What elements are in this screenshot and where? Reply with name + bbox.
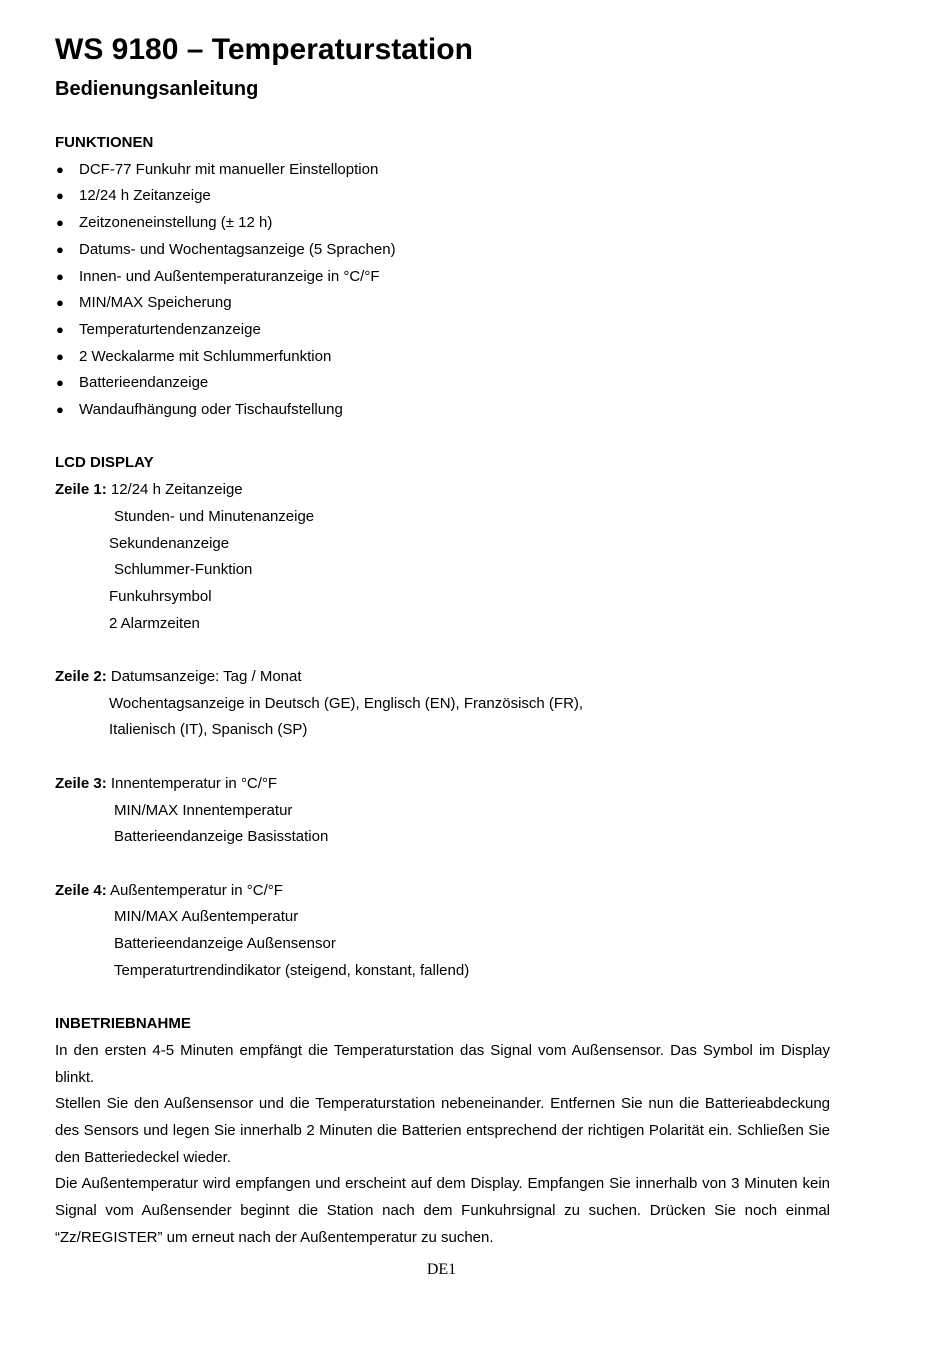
lcd-row-line: Batterieendanzeige Außensensor bbox=[114, 935, 336, 953]
lcd-row-line: Stunden- und Minutenanzeige bbox=[114, 507, 315, 525]
bullet-icon: ● bbox=[56, 348, 64, 364]
bullet-icon: ● bbox=[56, 161, 64, 177]
functions-list bbox=[55, 157, 830, 424]
bullet-icon: ● bbox=[56, 188, 64, 204]
page-title: WS 9180 – Temperaturstation bbox=[55, 33, 473, 66]
lcd-row-line: MIN/MAX Innentemperatur bbox=[114, 801, 293, 819]
row-label: Zeile 2: bbox=[55, 668, 107, 686]
lcd-row-line: 2 Alarmzeiten bbox=[109, 614, 200, 632]
lcd-row-line: Batterieendanzeige Basisstation bbox=[114, 828, 329, 846]
list-item: ● 12/24 h Zeitanzeige bbox=[55, 183, 830, 210]
setup-section bbox=[55, 1011, 830, 1251]
document-page bbox=[55, 30, 830, 1251]
lcd-row-line: Italienisch (IT), Spanisch (SP) bbox=[109, 721, 308, 739]
list-item: ● Zeitzoneneinstellung (± 12 h) bbox=[55, 210, 830, 237]
lcd-section bbox=[55, 450, 830, 984]
list-item: ● MIN/MAX Speicherung bbox=[55, 290, 830, 317]
lcd-row-line: Sekundenanzeige bbox=[109, 534, 230, 552]
lcd-row-4: Zeile 4: Außentemperatur in °C/°F bbox=[55, 881, 283, 899]
bullet-icon: ● bbox=[56, 268, 64, 284]
lcd-row-3: Zeile 3: Innentemperatur in °C/°F bbox=[55, 774, 278, 792]
lcd-row-1: Zeile 1: 12/24 h Zeitanzeige bbox=[55, 481, 243, 499]
lcd-row-line: Wochentagsanzeige in Deutsch (GE), Englisch (EN), Französisch (FR), bbox=[109, 694, 584, 712]
setup-heading: INBETRIEBNAHME bbox=[55, 1015, 191, 1033]
lcd-heading: LCD DISPLAY bbox=[55, 454, 154, 472]
list-item: ● Datums- und Wochentagsanzeige (5 Sprachen) bbox=[55, 237, 830, 264]
bullet-icon: ● bbox=[56, 321, 64, 337]
page-number: DE1 bbox=[426, 1261, 457, 1278]
row-label: Zeile 3: bbox=[55, 774, 107, 792]
bullet-icon: ● bbox=[56, 402, 64, 418]
lcd-row-2: Zeile 2: Datumsanzeige: Tag / Monat bbox=[55, 668, 302, 686]
functions-heading: FUNKTIONEN bbox=[55, 134, 154, 151]
list-item: ● DCF-77 Funkuhr mit manueller Einstelloption bbox=[55, 157, 830, 184]
lcd-row-line: MIN/MAX Außentemperatur bbox=[114, 908, 299, 926]
lcd-row-line: Funkuhrsymbol bbox=[109, 587, 212, 605]
setup-paragraph: In den ersten 4-5 Minuten empfängt die Temperaturstation das Signal vom Außensensor. Das Symbol im Display blinkt. bbox=[55, 1041, 830, 1086]
row-label: Zeile 1: bbox=[55, 481, 107, 499]
list-item: ● Batterieendanzeige bbox=[55, 370, 830, 397]
lcd-row-line: Temperaturtrendindikator (steigend, konstant, fallend) bbox=[114, 961, 470, 979]
list-item: ● Innen- und Außentemperaturanzeige in °C/°F bbox=[55, 264, 830, 291]
list-item: ● 2 Weckalarme mit Schlummerfunktion bbox=[55, 344, 830, 371]
setup-paragraph: Die Außentemperatur wird empfangen und erscheint auf dem Display. Empfangen Sie innerhalb von 3 Minuten kein Signal vom Außensender beginnt die Station nach dem Funkuhrsignal zu suchen. Drücken Sie noch einmal “Zz/REGISTER” um erneut nach der Außentemperatur zu suchen. bbox=[55, 1175, 830, 1246]
bullet-icon: ● bbox=[56, 241, 64, 257]
lcd-row-line: Schlummer-Funktion bbox=[114, 561, 253, 579]
list-item: ● Wandaufhängung oder Tischaufstellung bbox=[55, 397, 830, 424]
bullet-icon: ● bbox=[56, 375, 64, 391]
bullet-icon: ● bbox=[56, 215, 64, 231]
setup-paragraph: Stellen Sie den Außensensor und die Temperaturstation nebeneinander. Entfernen Sie nun die Batterieabdeckung des Sensors und legen Sie innerhalb 2 Minuten die Batterien entsprechend der richtigen Polarität ein. Schließen Sie den Batteriedeckel wieder. bbox=[55, 1095, 830, 1166]
list-item: ● Temperaturtendenzanzeige bbox=[55, 317, 830, 344]
functions-section bbox=[55, 130, 830, 424]
bullet-icon: ● bbox=[56, 295, 64, 311]
row-label: Zeile 4: bbox=[55, 881, 107, 899]
page-subtitle: Bedienungsanleitung bbox=[55, 78, 259, 100]
